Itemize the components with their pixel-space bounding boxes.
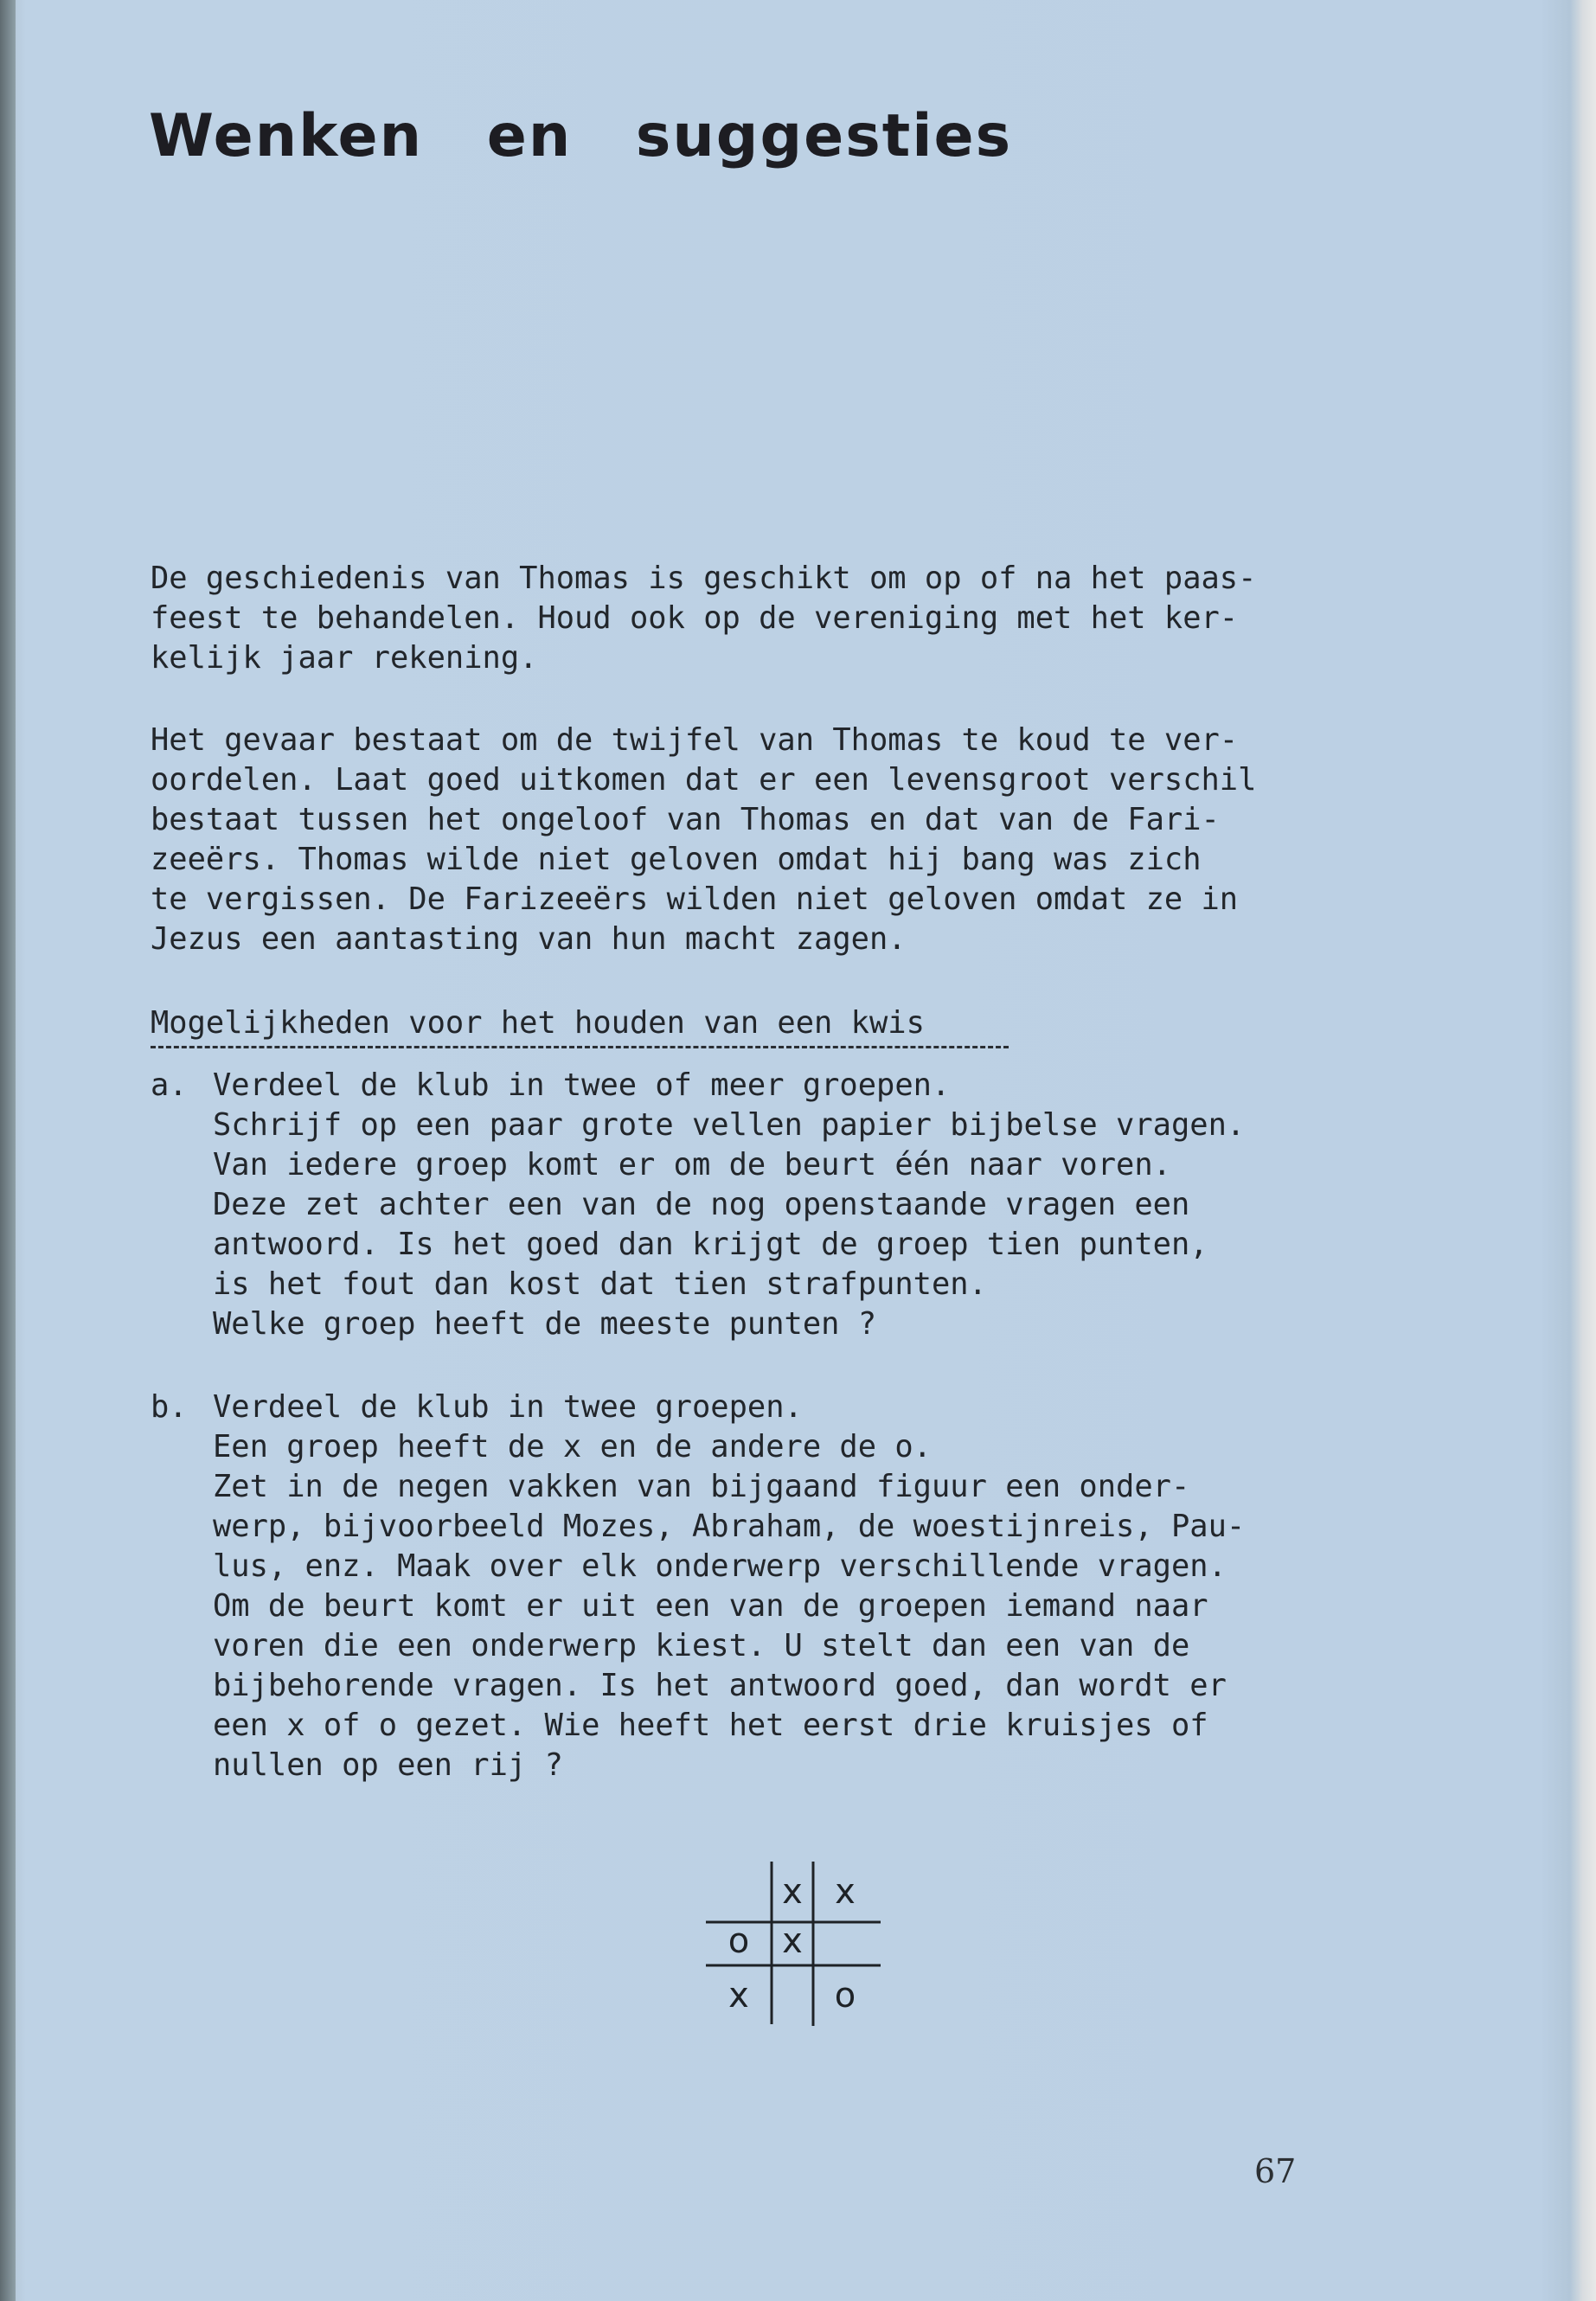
text-line: lus, enz. Maak over elk onderwerp verschillende vragen. xyxy=(213,1548,1227,1584)
text-line: oordelen. Laat goed uitkomen dat er een levensgroot verschil xyxy=(151,762,1257,798)
text-line: kelijk jaar rekening. xyxy=(151,640,538,676)
text-line: voren die een onderwerp kiest. U stelt dan een van de xyxy=(213,1628,1190,1663)
page-title: Wenken en suggesties xyxy=(149,102,1013,170)
cell-mark-2-0: x xyxy=(728,1976,749,2016)
text-line: Het gevaar bestaat om de twijfel van Thomas te koud te ver- xyxy=(151,722,1239,758)
text-line: Een groep heeft de x en de andere de o. xyxy=(213,1429,932,1465)
text-line: Welke groep heeft de meeste punten ? xyxy=(213,1306,877,1342)
binding-edge xyxy=(0,0,16,2301)
text-line: Verdeel de klub in twee groepen. xyxy=(213,1389,803,1425)
list-marker: a. xyxy=(151,1067,188,1103)
list-item-a xyxy=(151,1066,1246,1342)
text-line: De geschiedenis van Thomas is geschikt om op of na het paas- xyxy=(151,561,1257,596)
cell-mark-0-2: x xyxy=(835,1872,856,1912)
text-line: Zet in de negen vakken van bijgaand figuur een onder- xyxy=(213,1469,1190,1504)
cell-mark-1-0: o xyxy=(727,1921,750,1961)
list-item-body xyxy=(213,1388,1245,1785)
text-line: Van iedere groep komt er om de beurt één naar voren. xyxy=(213,1147,1171,1183)
section-subheading: Mogelijkheden voor het houden van een kwis xyxy=(151,1005,925,1041)
page-number: 67 xyxy=(1254,2152,1297,2190)
text-line: antwoord. Is het goed dan krijgt de groep tien punten, xyxy=(213,1227,1208,1262)
text-line: is het fout dan kost dat tien strafpunten. xyxy=(213,1266,987,1302)
subheading-underline xyxy=(151,1046,1009,1048)
text-line: Verdeel de klub in twee of meer groepen. xyxy=(213,1067,951,1103)
list-marker: b. xyxy=(151,1389,188,1425)
text-line: feest te behandelen. Houd ook op de vereniging met het ker- xyxy=(151,600,1239,636)
text-line: te vergissen. De Farizeeërs wilden niet geloven omdat ze in xyxy=(151,881,1239,917)
intro-paragraph-2 xyxy=(151,721,1256,959)
text-line: Deze zet achter een van de nog openstaande vragen een xyxy=(213,1187,1190,1222)
list-item-b xyxy=(151,1388,1246,1783)
cell-mark-0-1: x xyxy=(782,1872,803,1912)
cell-mark-2-2: o xyxy=(834,1976,856,2016)
text-line: nullen op een rij ? xyxy=(213,1747,563,1783)
text-line: een x of o gezet. Wie heeft het eerst drie kruisjes of xyxy=(213,1708,1208,1743)
list-item-body xyxy=(213,1066,1245,1344)
text-line: werp, bijvoorbeeld Mozes, Abraham, de woestijnreis, Pau- xyxy=(213,1509,1246,1544)
intro-paragraph-1 xyxy=(151,559,1256,678)
text-line: bijbehorende vragen. Is het antwoord goed, dan wordt er xyxy=(213,1668,1227,1703)
text-line: Om de beurt komt er uit een van de groepen iemand naar xyxy=(213,1588,1208,1624)
text-line: bestaat tussen het ongeloof van Thomas en dat van de Fari- xyxy=(151,802,1220,837)
text-line: Schrijf op een paar grote vellen papier bijbelse vragen. xyxy=(213,1107,1246,1143)
cell-mark-1-1: x xyxy=(782,1921,803,1961)
tic-tac-toe-figure xyxy=(702,1860,893,2033)
text-line: zeeërs. Thomas wilde niet geloven omdat hij bang was zich xyxy=(151,842,1202,877)
text-line: Jezus een aantasting van hun macht zagen. xyxy=(151,921,907,957)
